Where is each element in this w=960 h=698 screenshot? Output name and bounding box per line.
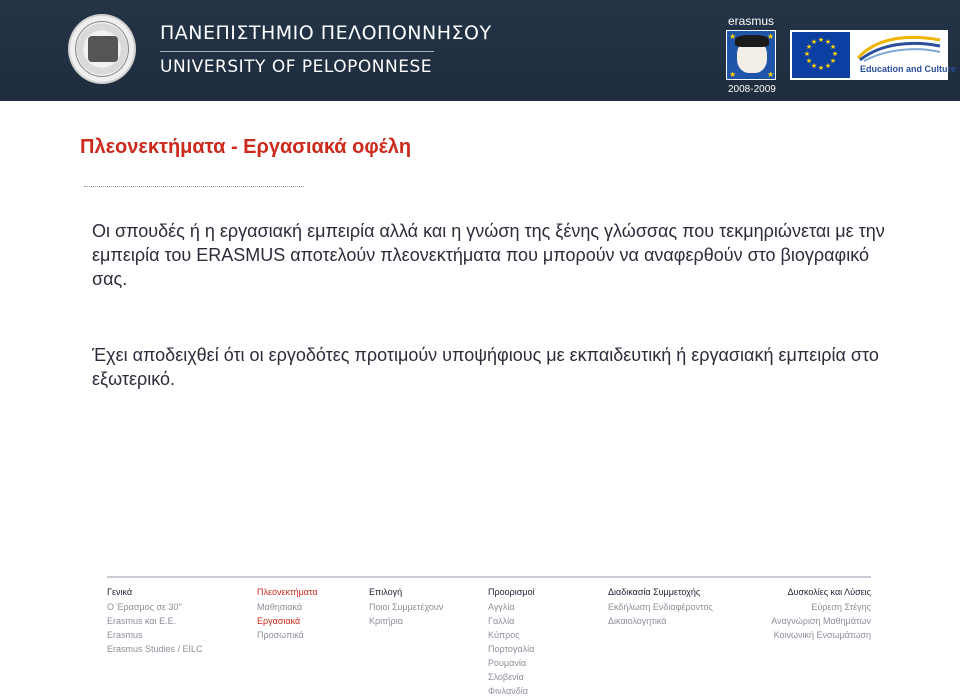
erasmus-years: 2008-2009 [728, 84, 776, 95]
svg-text:★: ★ [831, 50, 839, 58]
svg-text:★: ★ [803, 50, 811, 58]
footer-column-general [107, 586, 203, 656]
footer-heading-general[interactable]: Γενικά [107, 587, 133, 597]
footer-link[interactable]: Εύρεση Στέγης [811, 602, 871, 612]
footer-column-participation [608, 586, 713, 628]
footer-link-active[interactable]: Εργασιακά [257, 616, 301, 626]
university-name-greek[interactable]: ΠΑΝΕΠΙΣΤΗΜΙΟ ΠΕΛΟΠΟΝΝΗΣΟΥ [160, 22, 492, 44]
footer-link[interactable]: Αγγλία [488, 602, 515, 612]
footer-link[interactable]: Κύπρος [488, 630, 520, 640]
footer-link[interactable]: Erasmus Studies / EILC [107, 644, 203, 654]
erasmus-logo-block[interactable] [724, 10, 780, 96]
footer-link[interactable]: Ρουμανία [488, 658, 527, 668]
footer-link[interactable]: Γαλλία [488, 616, 515, 626]
star-icon: ★ [767, 70, 775, 79]
footer-link[interactable]: Αναγνώριση Μαθημάτων [771, 616, 871, 626]
svg-text:★: ★ [824, 38, 832, 46]
footer-link[interactable]: Ο Έρασμος σε 30'' [107, 602, 182, 612]
svg-text:★: ★ [817, 64, 825, 72]
footer-link[interactable]: Ποιοι Συμμετέχουν [369, 602, 444, 612]
svg-text:★: ★ [829, 43, 837, 51]
swoosh-icon [856, 34, 942, 62]
footer-divider [107, 576, 871, 578]
footer-heading-difficulties[interactable]: Δυσκολίες και Λύσεις [787, 587, 871, 597]
footer-link[interactable]: Κοινωνική Ενσωμάτωση [773, 630, 871, 640]
star-icon: ★ [767, 32, 775, 41]
eu-flag-icon [792, 32, 850, 78]
header-banner [0, 0, 960, 101]
university-seal-icon[interactable] [68, 14, 136, 84]
erasmus-hat [735, 35, 769, 47]
svg-text:★: ★ [817, 36, 825, 44]
footer-link[interactable]: Εκδήλωση Ενδιαφέροντος [608, 602, 713, 612]
svg-text:★: ★ [810, 38, 818, 46]
footer-link[interactable]: Μαθησιακά [257, 602, 303, 612]
footer-heading-participation[interactable]: Διαδικασία Συμμετοχής [608, 587, 701, 597]
education-culture-logo[interactable] [790, 30, 957, 80]
star-icon: ★ [729, 70, 737, 79]
education-culture-label: Education and Culture [860, 64, 957, 74]
content-paragraph: Οι σπουδές ή η εργασιακή εμπειρία αλλά και η γνώση της ξένης γλώσσας που τεκμηριώνεται με την εμπειρία του ERASMUS αποτελούν πλεονεκτήματα που μπορούν να αναφερθούν στο βιογραφικό σας. [92, 221, 885, 289]
svg-text:★: ★ [824, 62, 832, 70]
university-name-english[interactable]: UNIVERSITY OF PELOPONNESE [160, 57, 432, 77]
page-title: Πλεονεκτήματα - Εργασιακά οφέλη [80, 136, 412, 158]
footer-link[interactable]: Erasmus [107, 630, 143, 640]
footer-heading-advantages[interactable]: Πλεονεκτήματα [257, 587, 318, 597]
footer-heading-selection[interactable]: Επιλογή [369, 587, 403, 597]
footer-link[interactable]: Φινλανδία [488, 686, 528, 696]
footer-heading-destinations[interactable]: Προορισμοί [488, 587, 535, 597]
erasmus-portrait-icon [726, 30, 776, 80]
footer-column-difficulties [771, 586, 871, 642]
footer-link[interactable]: Προσωπικά [257, 630, 304, 640]
erasmus-label: erasmus [728, 14, 775, 28]
seal-emblem [88, 36, 118, 62]
footer-link[interactable]: Πορτογαλία [488, 644, 535, 654]
title-divider [84, 186, 304, 187]
star-icon: ★ [729, 32, 737, 41]
university-name-divider [160, 51, 434, 52]
footer-column-destinations [488, 586, 535, 698]
footer-link[interactable]: Κριτήρια [369, 616, 404, 626]
footer-column-advantages [257, 586, 318, 642]
content-paragraph: Έχει αποδειχθεί ότι οι εργοδότες προτιμούν υποψήφιους με εκπαιδευτική ή εργασιακή εμπειρία στο εξωτερικό. [92, 345, 879, 389]
svg-text:★: ★ [810, 62, 818, 70]
footer-link[interactable]: Σλοβενία [488, 672, 524, 682]
footer-link[interactable]: Erasmus και Ε.Ε. [107, 616, 177, 626]
svg-text:★: ★ [829, 57, 837, 65]
footer-column-selection [369, 586, 443, 628]
svg-text:★: ★ [805, 57, 813, 65]
footer-link[interactable]: Δικαιολογητικά [608, 616, 667, 626]
svg-text:★: ★ [805, 43, 813, 51]
